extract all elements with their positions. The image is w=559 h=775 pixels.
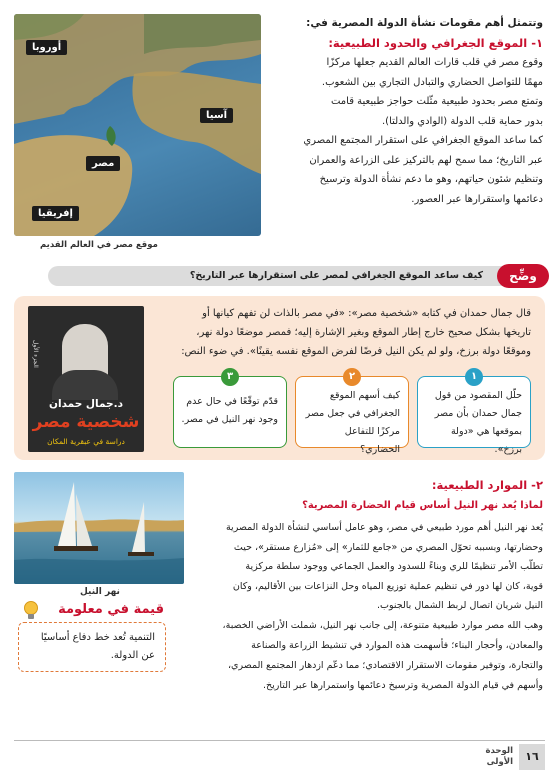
para2-line: وأسهم في قيام الدولة المصرية وترسيخ دعائمها واستمرارها عبر التاريخ. xyxy=(262,680,543,691)
value-line: التنمية تُعد خط دفاع أساسيًا xyxy=(40,632,155,643)
para1-line: تطلّب الأمر تنظيمًا للري وبناءً للسدود والعمل الجماعي ووجود سلطة مركزية xyxy=(245,561,543,572)
section1-line: وتمتع مصر بحدود طبيعية مثّلت حواجز طبيعية قامت xyxy=(330,96,543,107)
question-number: ٣ xyxy=(221,368,239,386)
author-portrait-suit xyxy=(52,370,118,400)
question-number: ١ xyxy=(465,368,483,386)
map-caption: موقع مصر في العالم القديم xyxy=(40,240,158,250)
world-map-image xyxy=(14,14,261,236)
quote-line: وموقعًا دولة برزخ، ولو لم يكن النيل فرضًا لفرض الموقع نفسه يقينًا». في ضوء النص: xyxy=(181,346,531,357)
section2-top xyxy=(203,476,543,515)
section1-line: بدور حماية قلب الدولة (الوادي والدلتا). xyxy=(381,115,543,127)
question-line: حلّل المقصود من قول xyxy=(434,390,522,401)
para2-line: والمعادن، وأحجار البناء؛ فأسهمت هذه الموارد في تنشيط الزراعة والصناعة xyxy=(251,640,543,651)
explain-question-bar xyxy=(48,266,545,286)
section1-text xyxy=(275,14,543,209)
question-line: مركزًا للتفاعل الحضاري؟ xyxy=(344,426,400,455)
quote-line: تاريخها بشكل صحيح خارج إطار الموقع وبغير الإشارة إليه؛ فمصر موضعًا دولة نهر، xyxy=(196,327,531,338)
question-line: بموقعها هي «دولة برزخ». xyxy=(450,426,522,455)
section2-heading: ٢- الموارد الطبيعية: xyxy=(431,478,543,492)
section1-intro: وتتمثل أهم مقومات نشأة الدولة المصرية في: xyxy=(306,17,543,29)
question-card-2 xyxy=(295,371,409,455)
question-number: ٢ xyxy=(343,368,361,386)
question-card-1 xyxy=(417,371,531,455)
nile-scene xyxy=(14,472,184,584)
nile-photo xyxy=(14,472,184,584)
para1-line: النيل شريان اتصال لربط الشمال بالجنوب. xyxy=(377,600,543,611)
page-footer xyxy=(405,744,545,774)
explain-question: كيف ساعد الموقع الجغرافي لمصر على استقرارها عبر التاريخ؟ xyxy=(189,270,483,281)
question-line: وجود نهر النيل في مصر. xyxy=(181,414,278,425)
section2-question: لماذا يُعد نهر النيل أساس قيام الحضارة المصرية؟ xyxy=(302,499,543,511)
section1-line: كما ساعد الموقع الجغرافي على استقرار المجتمع المصري xyxy=(303,135,543,146)
para1-line: يُعد نهر النيل أهم مورد طبيعي في مصر، وهو عامل أساسي لنشأة الدولة المصرية xyxy=(225,522,543,533)
quote-text xyxy=(159,304,531,361)
section1-line: دعائمها واستقرارها عبر العصور. xyxy=(411,193,543,205)
book-subtitle: دراسة في عبقرية المكان xyxy=(47,437,125,446)
unit-line-1: الوحدة xyxy=(485,746,513,756)
value-box xyxy=(18,622,166,672)
section1-line: وتنظيم شئون حياتهم، وهو ما دعم نشأة الدولة وترسيخ xyxy=(319,174,543,185)
para2-line: وهب الله مصر موارد طبيعية متنوعة، إلى جانب نهر النيل، شملت الأراضي الخصبة، xyxy=(222,620,543,631)
section2-para1 xyxy=(203,518,543,616)
section1-line: وقوع مصر في قلب قارات العالم القديم جعلها مركزًا xyxy=(326,57,543,68)
nile-photo-caption: نهر النيل xyxy=(80,587,120,597)
book-part-tag: الجزء الأول xyxy=(32,340,39,368)
unit-line-2: الأولى xyxy=(486,757,513,767)
question-card-3 xyxy=(173,371,287,448)
question-line: الجغرافي في جعل مصر xyxy=(305,408,400,419)
book-cover-image xyxy=(28,306,144,452)
map-label-egypt: مصر xyxy=(86,156,120,171)
para1-line: وحضارتها، وبسببه تحوّل المصري من «جامع للثمار» إلى «مُزارع مستقر»، حيث xyxy=(233,541,543,553)
value-title: قيمة في معلومة xyxy=(58,602,164,617)
question-line: جمال حمدان بأن مصر xyxy=(434,408,522,419)
unit-label xyxy=(486,746,514,768)
section1-heading: ١- الموقع الجغرافي والحدود الطبيعية: xyxy=(328,35,543,50)
map-label-africa: إفريقيا xyxy=(32,206,79,221)
map-label-europe: أوروبا xyxy=(26,40,67,55)
section1-line: مهمًا للتواصل الحضاري والتبادل التجاري بين الشعوب. xyxy=(321,76,543,88)
page-number: ١٦ xyxy=(519,744,545,770)
para2-line: والتجارة، وتوفير مقومات الاستقرار الاقتصادي؛ مما دعّم ازدهار المجتمع المصري، xyxy=(227,660,543,671)
question-line: قدّم توقّعًا في حال عدم xyxy=(186,396,278,407)
explain-pill: وضِّح xyxy=(497,264,549,288)
value-line: عن الدولة. xyxy=(110,650,155,661)
quote-line: قال جمال حمدان في كتابه «شخصية مصر»: «في مصر بالذات لن تفهم كيانها أو xyxy=(202,308,531,319)
section1-line: عبر التاريخ؛ مما سمح لهم بالتركيز على الزراعة والعمران xyxy=(309,154,543,166)
map-label-asia: آسيا xyxy=(200,108,233,123)
footer-divider xyxy=(14,740,545,741)
book-author: د.جمال حمدان xyxy=(49,398,123,410)
section2-para2 xyxy=(193,616,543,696)
question-line: كيف أسهم الموقع xyxy=(329,390,400,401)
book-title: شخصية مصر xyxy=(32,412,140,432)
para1-line: قوية، كان لها دور في تنظيم عملية توزيع المياه وحل النزاعات بين الأقاليم، وكان xyxy=(232,580,543,592)
